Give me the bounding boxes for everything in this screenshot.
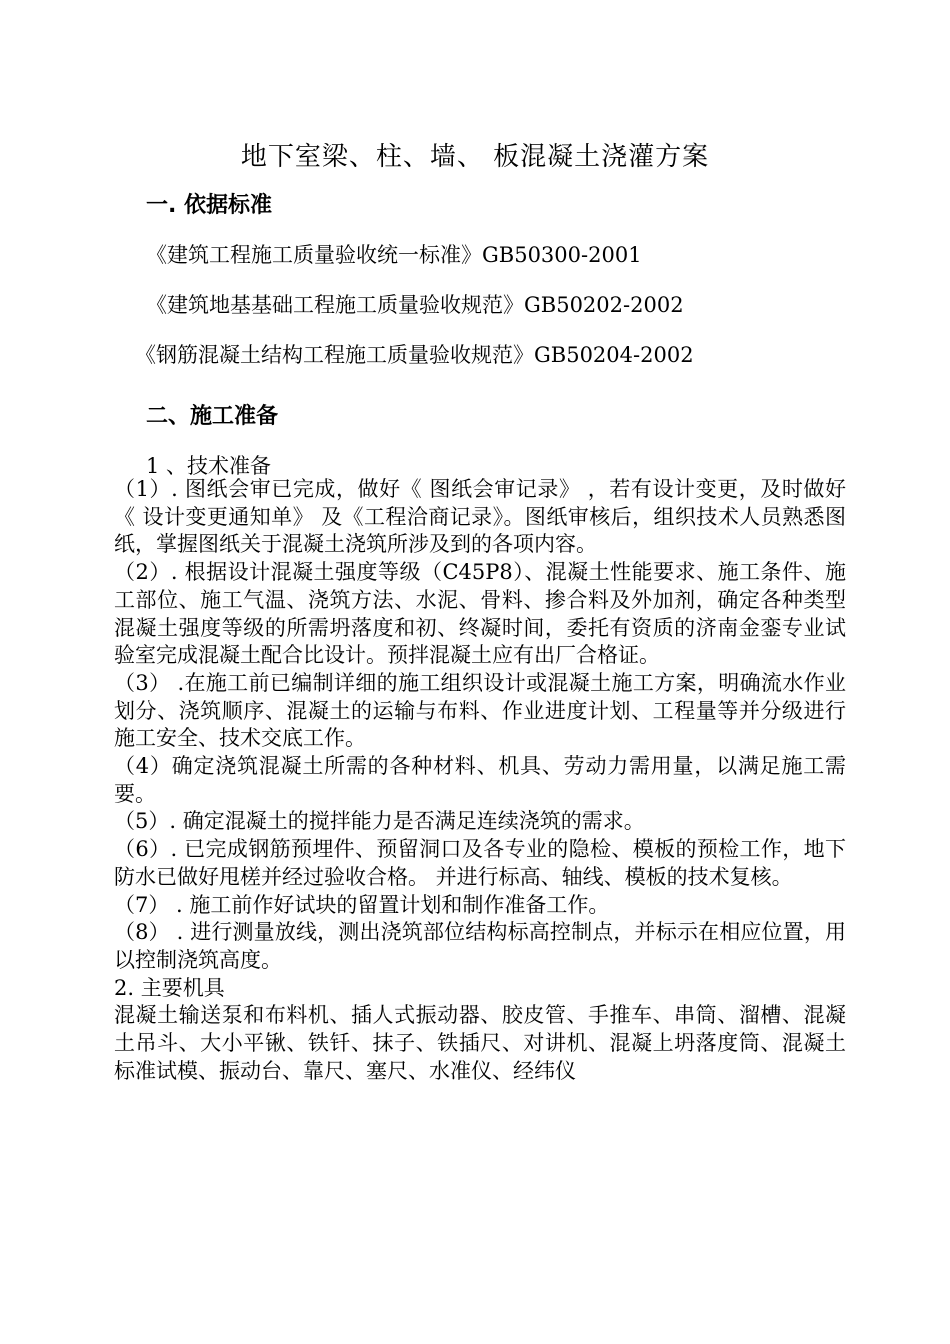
subsection-main-equipment: 2. 主要机具 (114, 975, 225, 1000)
preparation-body (114, 476, 846, 1085)
paragraph: （2）. 根据设计混凝土强度等级（C45P8）、混凝土性能要求、施工条件、施工部位、施工气温、浇筑方法、水泥、骨料、掺合料及外加剂，确定各种类型混凝土强度等级的所需坍落度和初、终凝时间，委托有资质的济南金銮专业试验室完成混凝土配合比设计。预拌混凝土应有出厂合格证。 (114, 560, 846, 668)
standard-reference: 《钢筋混凝土结构工程施工质量验收规范》GB50204-2002 (135, 343, 694, 367)
section-heading-preparation: 二、施工准备 (146, 404, 279, 429)
paragraph: （7） . 施工前作好试块的留置计划和制作准备工作。 (114, 892, 610, 917)
paragraph: （5）. 确定混凝土的搅拌能力是否满足连续浇筑的需求。 (114, 809, 645, 834)
subsection-technical-prep: 1 、技术准备 (146, 454, 272, 478)
paragraph: （4）确定浇筑混凝土所需的各种材料、机具、劳动力需用量，以满足施工需要。 (114, 754, 846, 806)
paragraph: （1）. 图纸会审已完成，做好《 图纸会审记录》 ，若有设计变更，及时做好《 设计变更通知单》 及《工程洽商记录》。图纸审核后，组织技术人员熟悉图纸，掌握图纸关于混凝土浇筑所涉及到的各项内容。 (114, 477, 846, 557)
standard-reference: 《建筑工程施工质量验收统一标准》GB50300-2001 (146, 243, 642, 267)
paragraph: （3） .在施工前已编制详细的施工组织设计或混凝土施工方案，明确流水作业划分、浇筑顺序、混凝土的运输与布料、作业进度计划、工程量等并分级进行施工安全、技术交底工作。 (114, 670, 846, 751)
standard-reference: 《建筑地基基础工程施工质量验收规范》GB50202-2002 (146, 293, 684, 317)
paragraph: （6）. 已完成钢筋预埋件、预留洞口及各专业的隐检、模板的预检工作，地下防水已做好甩槎并经过验收合格。 并进行标高、轴线、模板的技术复核。 (114, 837, 846, 889)
equipment-list: 混凝土输送泵和布料机、插人式振动器、胶皮管、手推车、串筒、溜槽、混凝土吊斗、大小平锹、铁钎、抹子、铁插尺、对讲机、混凝上坍落度筒、混凝土标准试模、振动台、靠尺、塞尺、水准仪、经纬仪 (114, 1003, 846, 1083)
section-heading-standards: 一. 依据标准 (146, 193, 273, 218)
document-title: 地下室梁、柱、墙、 板混凝土浇灌方案 (240, 142, 710, 172)
paragraph: （8） . 进行测量放线，测出浇筑部位结构标高控制点，并标示在相应位置，用以控制浇筑高度。 (114, 920, 846, 972)
